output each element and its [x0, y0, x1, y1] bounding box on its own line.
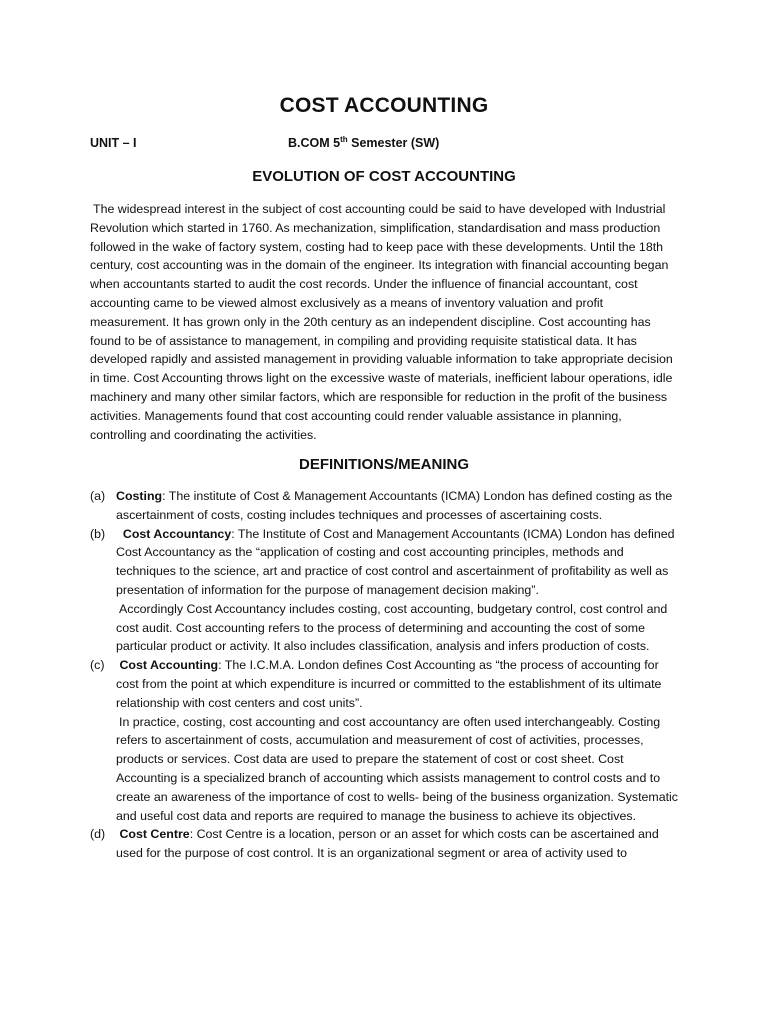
definition-extra: Accordingly Cost Accountancy includes costing, cost accounting, budgetary control, cost control and cost audit. Cost accounting refers to the process of determining and accounting the cost of some particular product or activity. It also includes classification, analysis and infers production of costs. [116, 601, 668, 654]
definition-body [116, 487, 680, 525]
definition-text: : The Institute of Cost and Management Accountants (ICMA) London has defined Cost Accountancy as the “application of costing and cost accounting principles, methods and techniques to the science, art and practice of cost control and ascertainment of profitability as well as presentation of information for the purpose of management decision making”. [116, 526, 675, 597]
definitions-list [90, 487, 680, 863]
course-prefix: B.COM 5 [288, 136, 341, 150]
definition-marker: (a) [90, 489, 106, 503]
definition-body [116, 656, 680, 712]
definition-item-cost-accounting [90, 656, 680, 825]
document-title: COST ACCOUNTING [279, 94, 489, 117]
section-heading-evolution: EVOLUTION OF COST ACCOUNTING [252, 168, 516, 185]
definition-text: : The institute of Cost & Management Accountants (ICMA) London has defined costing as the ascertainment of costs, costing includes techniques and processes of ascertaining costs. [116, 489, 673, 522]
intro-paragraph: The widespread interest in the subject of cost accounting could be said to have developed with Industrial Revolution which started in 1760. As mechanization, simplification, standardisation and mass production followed in the wake of factory system, costing had to keep pace with these developments. Until the 18th century, cost accounting was in the domain of the engineer. Its integration with financial accounting began when accountants started to audit the cost records. Under the influence of financial accountant, cost accounting came to be viewed almost exclusively as a means of inventory valuation and profit measurement. It has grown only in the 20th century as an independent discipline. Cost accounting has found to be of assistance to management, in compiling and providing requisite statistical data. It has developed rapidly and assisted management in providing valuable information to take appropriate decision in time. Cost Accounting throws light on the excessive waste of materials, inefficient labour operations, idle machinery and many other similar factors, which are responsible for reduction in the profit of the business activities. Managements found that cost accounting could render valuable assistance in planning, controlling and coordinating the activities. [90, 202, 673, 442]
course-label [288, 136, 439, 150]
definition-item-cost-accountancy [90, 525, 680, 657]
definition-marker: (d) [90, 827, 106, 842]
definition-term: Costing [116, 489, 163, 503]
definition-marker: (c) [90, 658, 105, 673]
section-heading-definitions: DEFINITIONS/MEANING [298, 456, 469, 473]
definition-text: : Cost Centre is a location, person or an asset for which costs can be ascertained and used for the purpose of cost control. It is an organizational segment or area of activity used to [116, 827, 659, 861]
definition-item-costing [90, 487, 680, 525]
unit-label: UNIT – I [90, 136, 137, 150]
definition-term: Cost Accountancy [122, 526, 232, 541]
definition-marker: (b) [90, 526, 106, 541]
definition-term: Cost Centre [119, 827, 190, 842]
definition-item-cost-centre [90, 825, 680, 863]
definition-extra: In practice, costing, cost accounting and cost accountancy are often used interchangeably. Costing refers to ascertainment of costs, accumulation and measurement of cost of activities, processes, products or services. Cost data are used to prepare the statement of cost or cost sheet. Cost Accounting is a specialized branch of accounting which assists management to control costs and to create an awareness of the importance of cost to wells- being of the business organization. Systematic and useful cost data and reports are required to manage the business to achieve its objectives. [116, 714, 679, 823]
definition-body [116, 825, 680, 863]
course-superscript: th [340, 134, 348, 144]
course-suffix: Semester (SW) [347, 136, 440, 150]
definition-text: : The I.C.M.A. London defines Cost Accounting as “the process of accounting for cost from the point at which expenditure is incurred or committed to the establishment of its ultimate relationship with cost centers and cost units”. [116, 658, 662, 710]
definition-body [116, 525, 680, 600]
definition-term: Cost Accounting [119, 658, 219, 673]
